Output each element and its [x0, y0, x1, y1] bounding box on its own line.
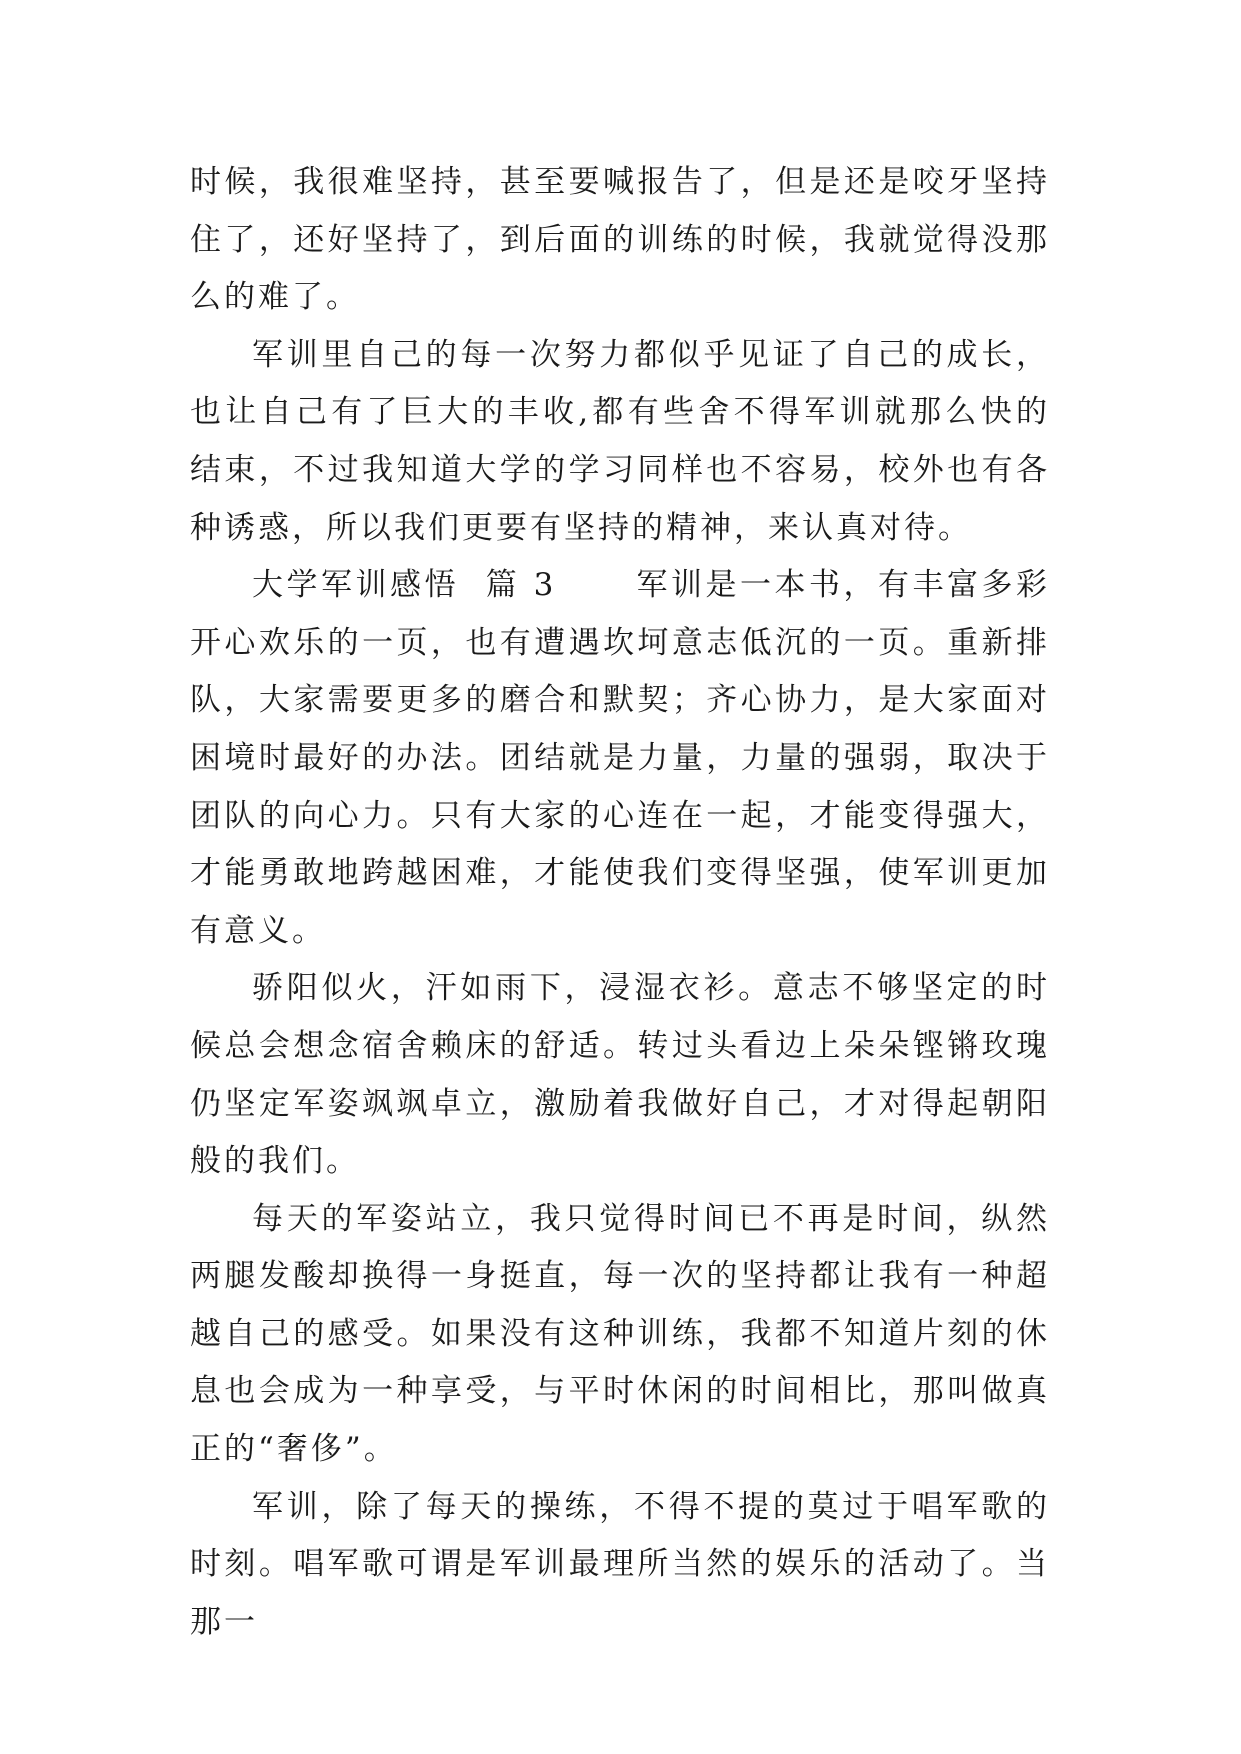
paragraph-3-text: 军训是一本书，有丰富多彩开心欢乐的一页，也有遭遇坎坷意志低沉的一页。重新排队，大家需要更多的磨合和默契；齐心协力，是大家面对困境时最好的办法。团结就是力量，力量的强弱，取决于团队的向心力。只有大家的心连在一起，才能变得强大，才能勇敢地跨越困难，才能使我们变得坚强，使军训更加有意义。	[190, 567, 1051, 949]
paragraph-4: 骄阳似火，汗如雨下，浸湿衣衫。意志不够坚定的时候总会想念宿舍赖床的舒适。转过头看边上朵朵铿锵玫瑰仍坚定军姿飒飒卓立，激励着我做好自己，才对得起朝阳般的我们。	[190, 970, 1050, 1180]
paragraph-3	[190, 557, 1050, 960]
paragraph-1: 时候，我很难坚持，甚至要喊报告了，但是还是咬牙坚持住了，还好坚持了，到后面的训练的时候，我就觉得没那么的难了。	[190, 164, 1050, 316]
document-body	[190, 154, 1050, 1651]
heading-gap	[556, 567, 636, 603]
section-heading: 大学军训感悟 篇 3	[252, 567, 557, 604]
paragraph-5: 每天的军姿站立，我只觉得时间已不再是时间，纵然两腿发酸却换得一身挺直，每一次的坚持都让我有一种超越自己的感受。如果没有这种训练，我都不知道片刻的休息也会成为一种享受，与平时休闲的时间相比，那叫做真正的“奢侈”。	[190, 1200, 1050, 1468]
paragraph-2: 军训里自己的每一次努力都似乎见证了自己的成长，也让自己有了巨大的丰收,都有些舍不得军训就那么快的结束，不过我知道大学的学习同样也不容易，校外也有各种诱惑，所以我们更要有坚持的精神，来认真对待。	[190, 336, 1050, 546]
paragraph-6: 军训，除了每天的操练，不得不提的莫过于唱军歌的时刻。唱军歌可谓是军训最理所当然的娱乐的活动了。当那一	[190, 1488, 1050, 1640]
